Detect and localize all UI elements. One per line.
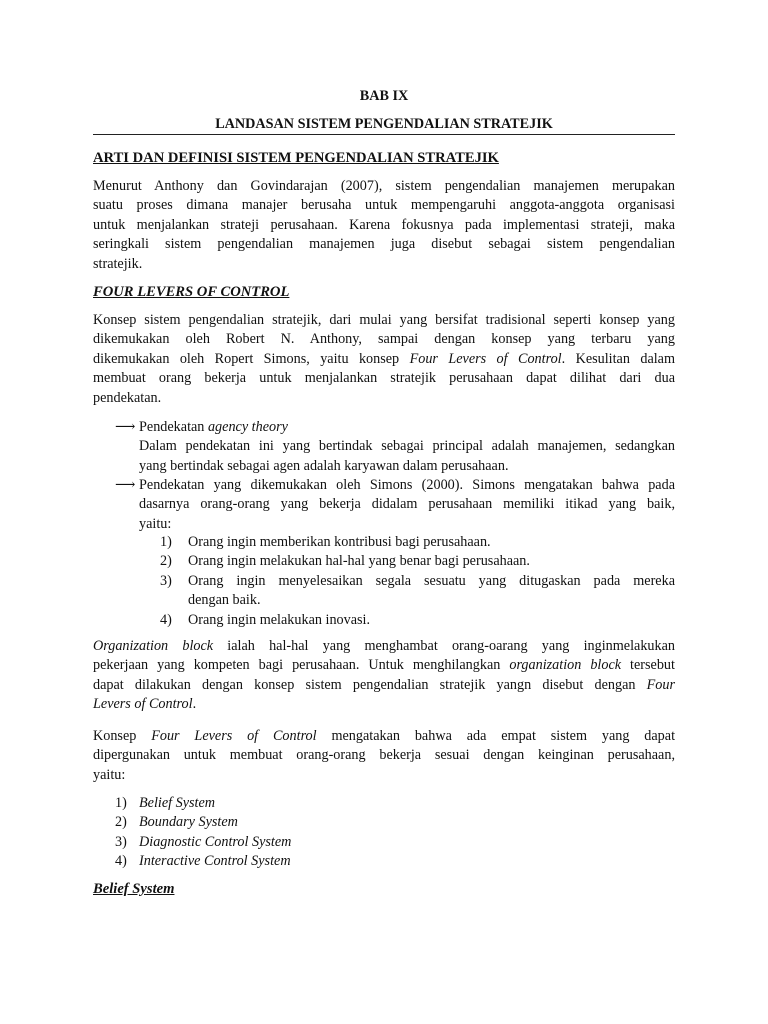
text-line: yaitu: (139, 515, 172, 532)
section-heading-four-levers: FOUR LEVERS OF CONTROL (93, 284, 290, 300)
chapter-title: LANDASAN SISTEM PENGENDALIAN STRATEJIK (215, 116, 553, 132)
text-line: dikemukakan oleh Ropert Simons, yaitu konsep Four Levers of Control. Kesulitan dalam (93, 350, 676, 367)
paragraph-definition (93, 177, 675, 274)
text-line: membuat orang bekerja untuk menjalankan stratejik perusahaan dapat dilihat dari dua (93, 370, 675, 387)
title-divider (93, 134, 675, 135)
list-item-continuation: dengan baik. (188, 592, 261, 609)
text-line: Pendekatan yang dikemukakan oleh Simons (2000). Simons mengatakan bahwa pada (139, 477, 675, 493)
list-item: 3) Orang ingin menyelesaikan segala sesuatu yang ditugaskan pada mereka (160, 572, 675, 589)
list-item: 4) Orang ingin melakukan inovasi. (160, 611, 371, 628)
paragraph-organization-block (93, 637, 675, 715)
section-heading-definition: ARTI DAN DEFINISI SISTEM PENGENDALIAN STRATEJIK (93, 150, 499, 166)
list-item: 1) Orang ingin memberikan kontribusi bagi perusahaan. (160, 534, 491, 550)
approach-simons (115, 476, 675, 534)
section-heading-belief-system: Belief System (93, 881, 175, 897)
paragraph-intro (93, 311, 675, 408)
list-item: 2) Boundary System (115, 814, 238, 831)
approach-label: Pendekatan agency theory (139, 419, 288, 435)
text-line: dasarnya orang-orang yang bekerja didalam perusahaan memiliki itikad yang baik, (139, 496, 675, 513)
list-item: 1) Belief System (115, 795, 216, 811)
text-line: Menurut Anthony dan Govindarajan (2007), sistem pengendalian manajemen merupakan (93, 178, 675, 194)
paragraph-konsep (93, 727, 675, 785)
list-item: 4) Interactive Control System (115, 853, 291, 870)
approach-agency-theory (115, 418, 675, 476)
text-line: yaitu: (93, 766, 126, 783)
text-line: pendekatan. (93, 389, 162, 406)
arrow-right-icon: ⟶ (115, 419, 136, 435)
list-item: 2) Orang ingin melakukan hal-hal yang benar bagi perusahaan. (160, 553, 530, 570)
text-line: Organization block ialah hal-hal yang menghambat orang-oarang yang inginmelakukan (93, 638, 676, 654)
text-line: dipergunakan untuk membuat orang-orang bekerja sesuai dengan keinginan perusahaan, (93, 747, 675, 764)
text-line: untuk menjalankan strateji perusahaan. Karena fokusnya pada implementasi strateji, maka (93, 216, 675, 233)
text-line: Levers of Control. (93, 696, 197, 713)
text-line: stratejik. (93, 255, 143, 272)
text-line: suatu proses dimana manajer berusaha untuk mempengaruhi anggota-anggota organisasi (93, 197, 675, 214)
list-item: 3) Diagnostic Control System (115, 833, 292, 850)
chapter-label: BAB IX (359, 88, 409, 104)
text-line: pekerjaan yang kompeten bagi perusahaan. Untuk menghilangkan organization block tersebut (93, 657, 675, 674)
text-line: Dalam pendekatan ini yang bertindak sebagai principal adalah manajemen, sedangkan (139, 438, 675, 455)
four-levers-list (115, 794, 415, 872)
text-line: Konsep sistem pengendalian stratejik, dari mulai yang bersifat tradisional seperti konsep yang (93, 312, 675, 328)
simons-assumptions-list (160, 533, 675, 630)
text-line: seringkali sistem pengendalian manajemen juga disebut sebagai sistem pengendalian (93, 236, 675, 253)
text-line: yang bertindak sebagai agen adalah karyawan dalam perusahaan. (139, 457, 509, 474)
text-line: Konsep Four Levers of Control mengatakan bahwa ada empat sistem yang dapat (93, 728, 676, 744)
arrow-right-icon: ⟶ (115, 477, 136, 493)
text-line: dikemukakan oleh Robert N. Anthony, sampai dengan konsep yang terbaru yang (93, 331, 675, 348)
text-line: dapat dilakukan dengan konsep sistem pengendalian stratejik yangn disebut dengan Four (93, 676, 675, 693)
